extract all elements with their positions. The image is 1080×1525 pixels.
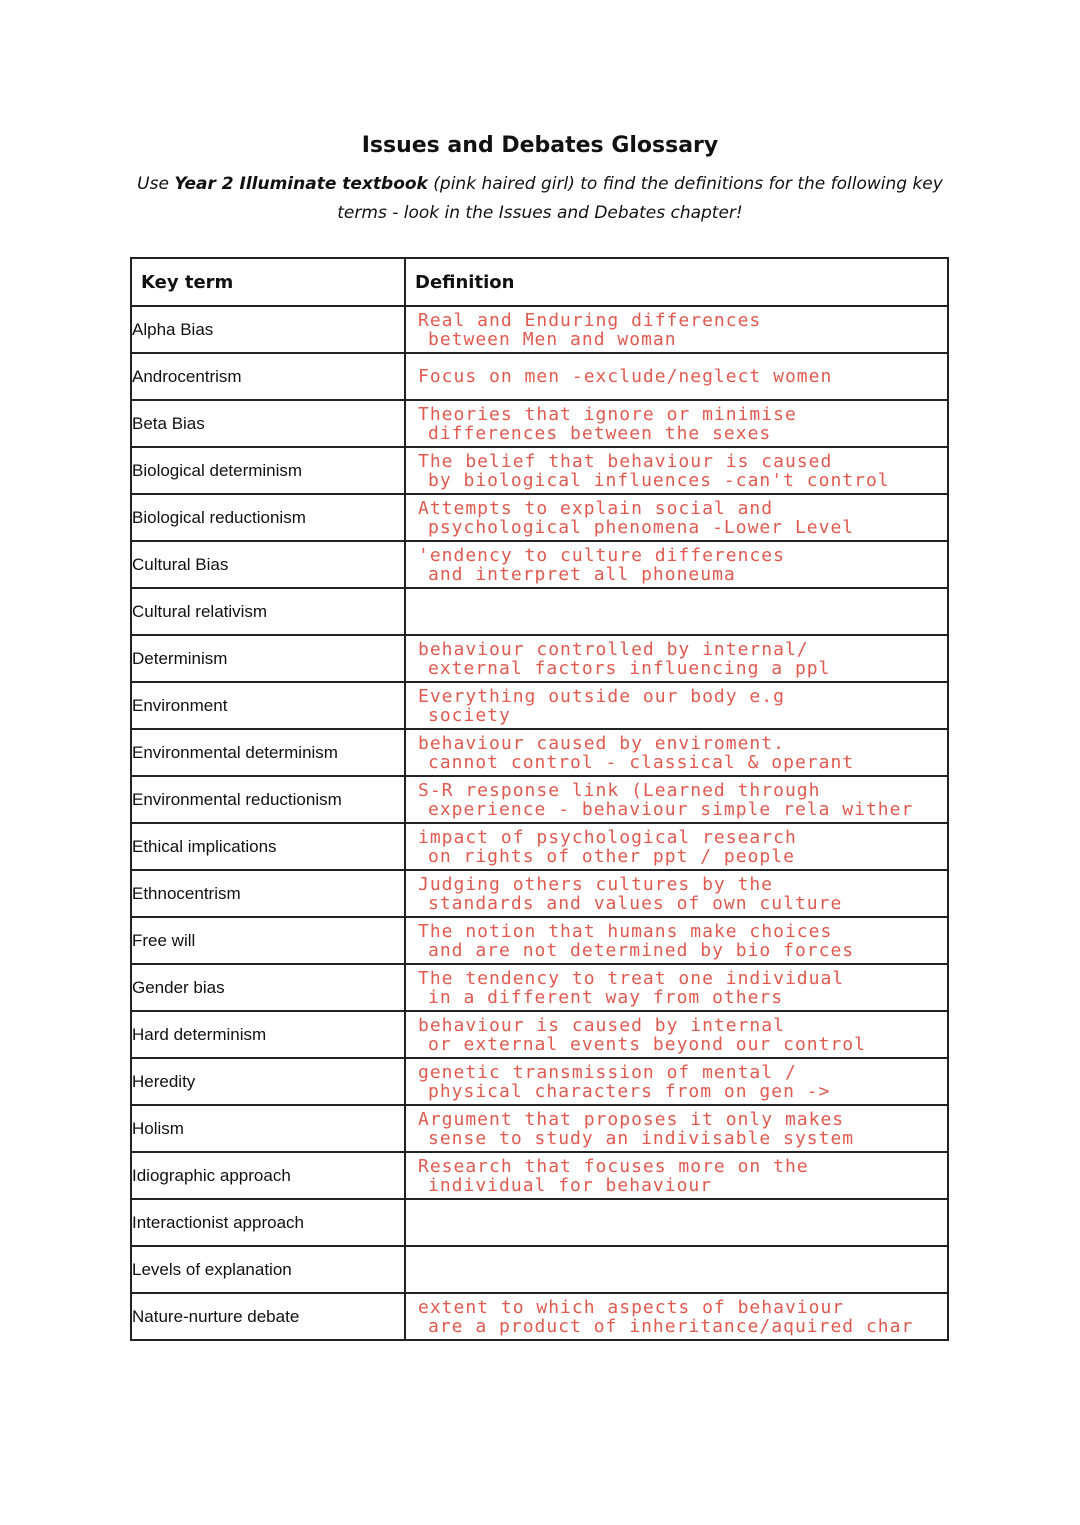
definition-cell[interactable] <box>405 1058 948 1105</box>
table-row <box>131 823 948 870</box>
table-row <box>131 1293 948 1340</box>
handwritten-definition <box>406 640 947 678</box>
definition-line-2: psychological phenomena -Lower Level <box>428 516 855 538</box>
definition-cell[interactable] <box>405 494 948 541</box>
key-term-cell: Interactionist approach <box>131 1199 405 1246</box>
definition-line-2: experience - behaviour simple rela wither <box>428 798 914 820</box>
definition-cell[interactable] <box>405 353 948 400</box>
definition-line-1: Argument that proposes it only makes <box>418 1108 845 1130</box>
table-row <box>131 1199 948 1246</box>
key-term-cell: Cultural relativism <box>131 588 405 635</box>
definition-line-2: individual for behaviour <box>428 1174 713 1196</box>
definition-cell[interactable] <box>405 776 948 823</box>
definition-cell[interactable] <box>405 1293 948 1340</box>
definition-line-2: external factors influencing a ppl <box>428 657 831 679</box>
key-term-cell: Gender bias <box>131 964 405 1011</box>
definition-line-1: Theories that ignore or minimise <box>418 403 797 425</box>
key-term-cell: Environment <box>131 682 405 729</box>
key-term-cell: Beta Bias <box>131 400 405 447</box>
handwritten-definition <box>406 405 947 443</box>
handwritten-definition <box>406 875 947 913</box>
definition-cell[interactable] <box>405 1199 948 1246</box>
definition-line-2: sense to study an indivisable system <box>428 1127 855 1149</box>
table-row <box>131 1058 948 1105</box>
definition-cell[interactable] <box>405 917 948 964</box>
definition-line-2: on rights of other ppt / people <box>428 845 795 867</box>
definition-line-2: are a product of inheritance/aquired char <box>428 1315 914 1337</box>
definition-line-1: genetic transmission of mental / <box>418 1061 797 1083</box>
definition-line-2: in a different way from others <box>428 986 784 1008</box>
definition-line-2: differences between the sexes <box>428 422 772 444</box>
key-term-cell: Ethnocentrism <box>131 870 405 917</box>
definition-line-1: S-R response link (Learned through <box>418 779 821 801</box>
definition-line-2: physical characters from on gen -> <box>428 1080 831 1102</box>
key-term-cell: Idiographic approach <box>131 1152 405 1199</box>
definition-line-1: Research that focuses more on the <box>418 1155 809 1177</box>
definition-line-1: The notion that humans make choices <box>418 920 833 942</box>
definition-cell[interactable] <box>405 635 948 682</box>
handwritten-definition <box>406 828 947 866</box>
definition-line-2: standards and values of own culture <box>428 892 843 914</box>
key-term-header: Key term <box>131 258 405 306</box>
table-row <box>131 964 948 1011</box>
table-row <box>131 635 948 682</box>
definition-line-1: impact of psychological research <box>418 826 797 848</box>
definition-cell[interactable] <box>405 588 948 635</box>
table-row <box>131 447 948 494</box>
key-term-cell: Heredity <box>131 1058 405 1105</box>
definition-cell[interactable] <box>405 729 948 776</box>
definition-line-2: by biological influences -can't control <box>428 469 890 491</box>
definition-line-1: Everything outside our body e.g <box>418 685 785 707</box>
definition-line-2: society <box>428 704 511 726</box>
definition-cell[interactable] <box>405 400 948 447</box>
key-term-cell: Environmental determinism <box>131 729 405 776</box>
key-term-cell: Determinism <box>131 635 405 682</box>
table-header-row <box>131 258 948 306</box>
definition-cell[interactable] <box>405 306 948 353</box>
definition-line-2: and are not determined by bio forces <box>428 939 855 961</box>
handwritten-definition <box>406 969 947 1007</box>
handwritten-definition <box>406 1298 947 1336</box>
key-term-cell: Holism <box>131 1105 405 1152</box>
instructions-line-2: terms - look in the Issues and Debates chapter! <box>337 203 743 223</box>
key-term-cell: Hard determinism <box>131 1011 405 1058</box>
definition-line-1: behaviour is caused by internal <box>418 1014 785 1036</box>
table-row <box>131 729 948 776</box>
definition-line-1: The tendency to treat one individual <box>418 967 845 989</box>
key-term-cell: Biological determinism <box>131 447 405 494</box>
definition-cell[interactable] <box>405 1105 948 1152</box>
glossary-table <box>130 257 949 1341</box>
definition-cell[interactable] <box>405 1246 948 1293</box>
table-row <box>131 1152 948 1199</box>
definition-cell[interactable] <box>405 823 948 870</box>
table-row <box>131 400 948 447</box>
table-row <box>131 682 948 729</box>
handwritten-definition <box>406 367 947 386</box>
definition-line-2: or external events beyond our control <box>428 1033 866 1055</box>
definition-cell[interactable] <box>405 1152 948 1199</box>
handwritten-definition <box>406 499 947 537</box>
definition-line-2: between Men and woman <box>428 328 677 350</box>
definition-line-2: cannot control - classical & operant <box>428 751 855 773</box>
handwritten-definition <box>406 546 947 584</box>
handwritten-definition <box>406 734 947 772</box>
handwritten-definition <box>406 1016 947 1054</box>
key-term-cell: Androcentrism <box>131 353 405 400</box>
table-row <box>131 541 948 588</box>
handwritten-definition <box>406 1063 947 1101</box>
textbook-name: Year 2 Illuminate textbook <box>174 174 428 194</box>
table-row <box>131 1105 948 1152</box>
handwritten-definition <box>406 452 947 490</box>
definition-line-1: 'endency to culture differences <box>418 544 785 566</box>
handwritten-definition <box>406 1157 947 1195</box>
table-row <box>131 306 948 353</box>
handwritten-definition <box>406 781 947 819</box>
table-row <box>131 588 948 635</box>
definition-cell[interactable] <box>405 682 948 729</box>
table-row <box>131 870 948 917</box>
definition-header: Definition <box>405 258 948 306</box>
key-term-cell: Levels of explanation <box>131 1246 405 1293</box>
handwritten-definition <box>406 687 947 725</box>
key-term-cell: Cultural Bias <box>131 541 405 588</box>
handwritten-definition <box>406 922 947 960</box>
definition-cell[interactable] <box>405 447 948 494</box>
instructions-prefix: Use <box>137 174 175 194</box>
table-row <box>131 1246 948 1293</box>
key-term-cell: Alpha Bias <box>131 306 405 353</box>
instructions-suffix: (pink haired girl) to find the definitions for the following key <box>427 174 943 194</box>
table-row <box>131 494 948 541</box>
definition-line-1: Judging others cultures by the <box>418 873 774 895</box>
key-term-cell: Environmental reductionism <box>131 776 405 823</box>
handwritten-definition <box>406 311 947 349</box>
instructions <box>130 170 950 228</box>
definition-line-1: Focus on men -exclude/neglect women <box>418 366 833 387</box>
definition-cell[interactable] <box>405 1011 948 1058</box>
definition-line-2: and interpret all phoneuma <box>428 563 736 585</box>
key-term-cell: Nature-nurture debate <box>131 1293 405 1340</box>
definition-line-1: Attempts to explain social and <box>418 497 774 519</box>
definition-line-1: extent to which aspects of behaviour <box>418 1296 845 1318</box>
definition-line-1: Real and Enduring differences <box>418 309 762 331</box>
table-row <box>131 1011 948 1058</box>
key-term-cell: Ethical implications <box>131 823 405 870</box>
definition-cell[interactable] <box>405 964 948 1011</box>
table-row <box>131 917 948 964</box>
definition-line-1: behaviour controlled by internal/ <box>418 638 809 660</box>
table-row <box>131 776 948 823</box>
definition-line-1: behaviour caused by enviroment. <box>418 732 785 754</box>
key-term-cell: Biological reductionism <box>131 494 405 541</box>
definition-cell[interactable] <box>405 870 948 917</box>
table-row <box>131 353 948 400</box>
definition-cell[interactable] <box>405 541 948 588</box>
handwritten-definition <box>406 1110 947 1148</box>
key-term-cell: Free will <box>131 917 405 964</box>
definition-line-1: The belief that behaviour is caused <box>418 450 833 472</box>
page-title: Issues and Debates Glossary <box>361 133 719 158</box>
